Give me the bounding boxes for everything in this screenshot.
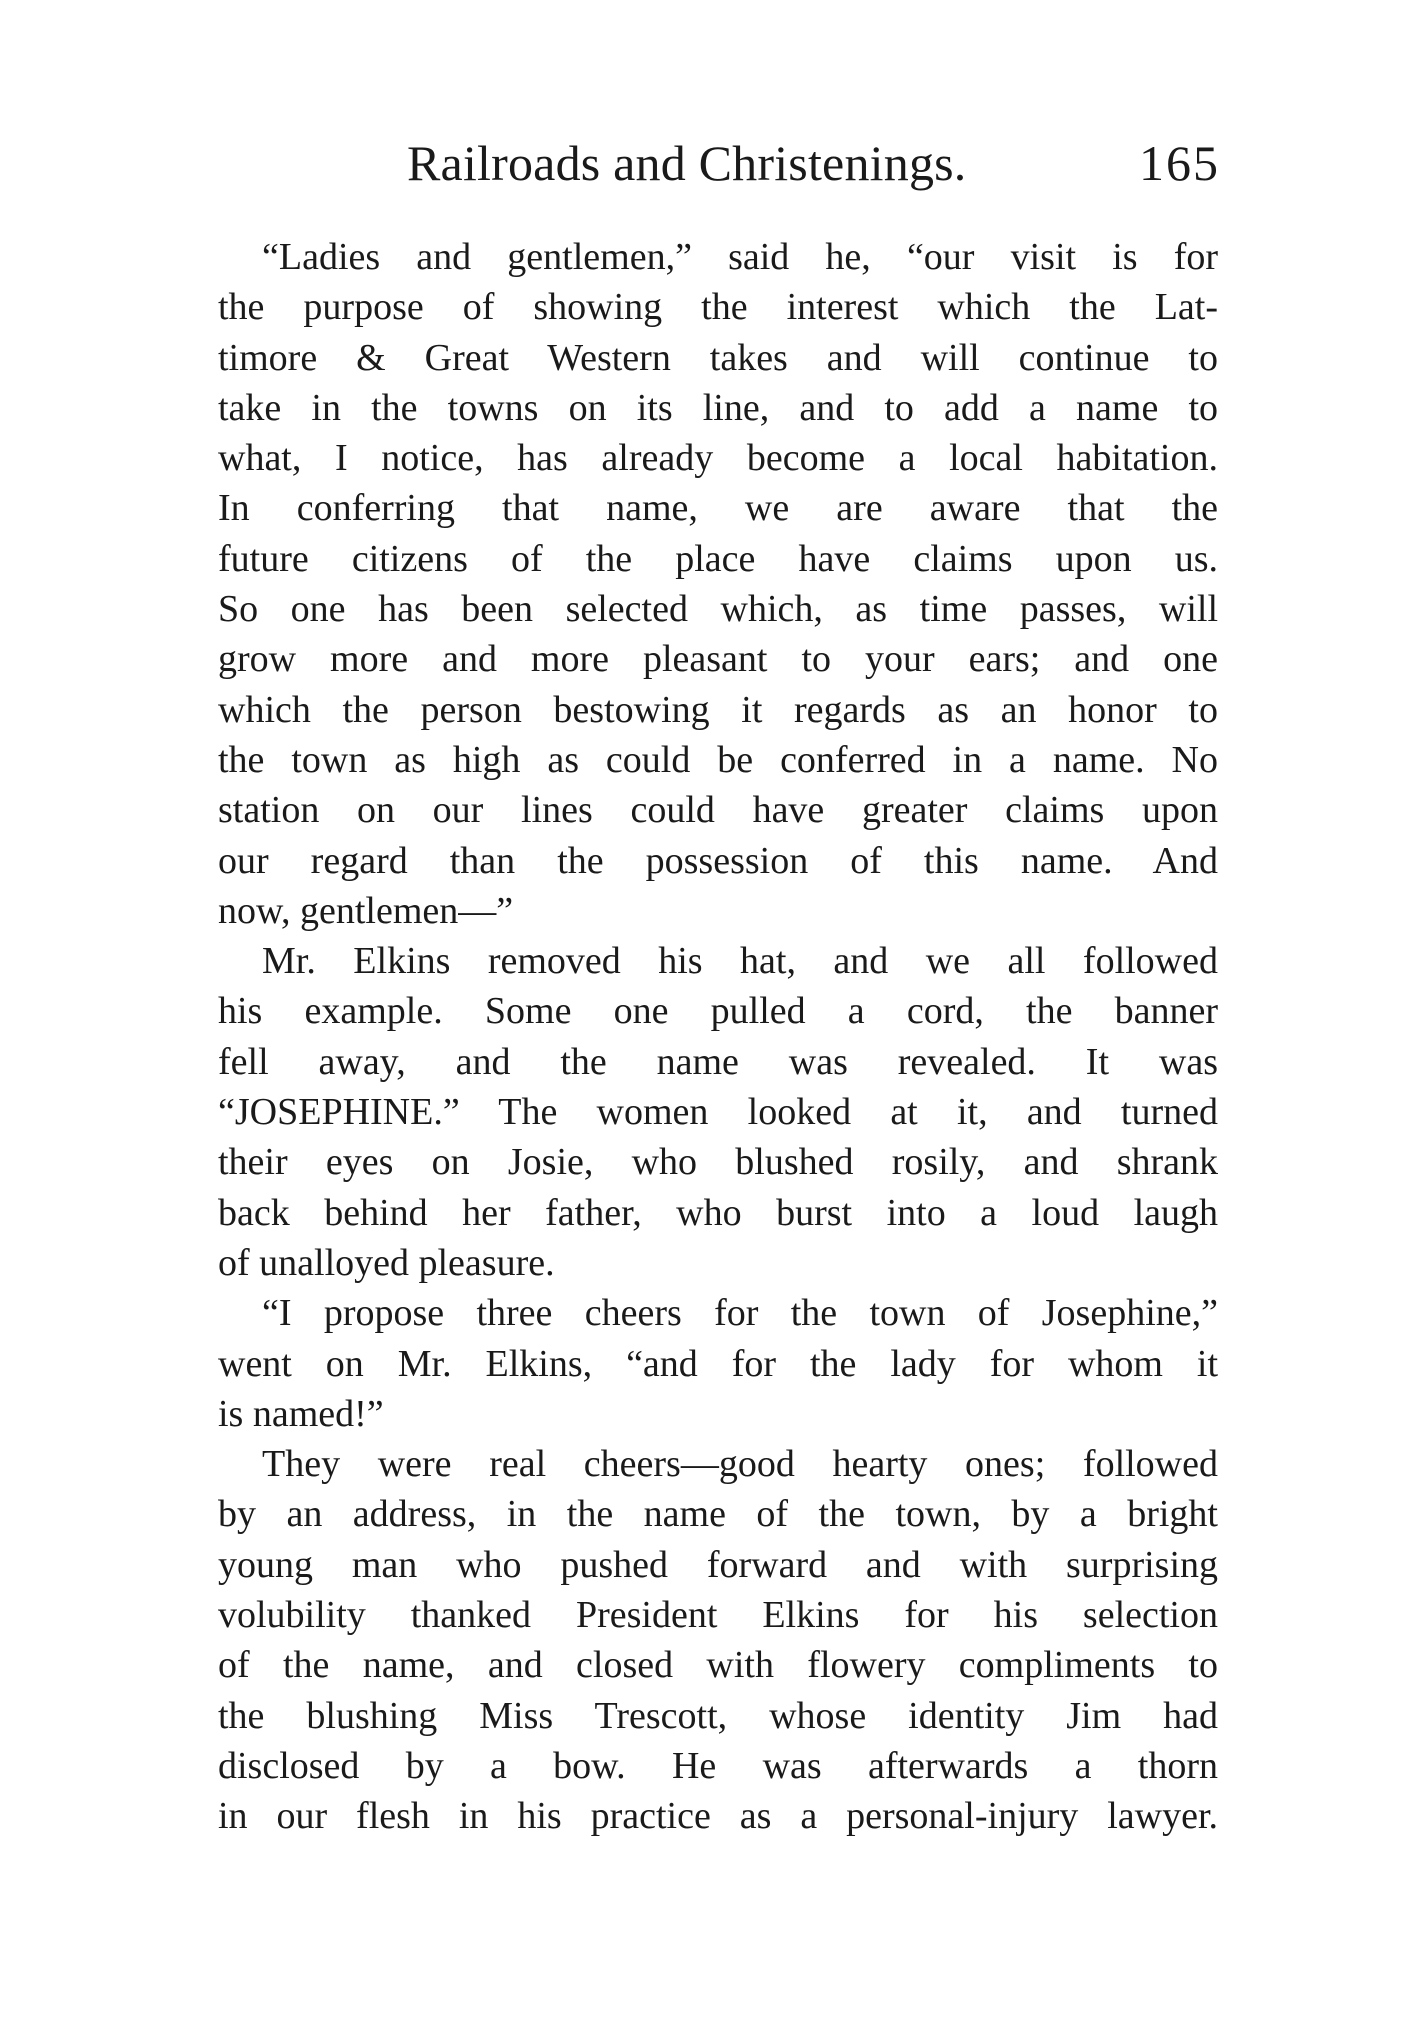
text-line: by an address, in the name of the town, by a bright <box>218 1493 1218 1536</box>
text-line: the purpose of showing the interest which the Lat- <box>218 286 1218 329</box>
text-line: of unalloyed pleasure. <box>218 1241 555 1284</box>
chapter-title: Railroads and Christenings. <box>407 135 967 191</box>
text-line: “Ladies and gentlemen,” said he, “our visit is for <box>262 236 1218 278</box>
text-line: “JOSEPHINE.” The women looked at it, and turned <box>218 1091 1218 1134</box>
text-line: station on our lines could have greater claims upon <box>218 789 1218 832</box>
text-line: timore & Great Western takes and will continue to <box>218 336 1218 379</box>
text-line: his example. Some one pulled a cord, the banner <box>218 990 1218 1033</box>
text-line: fell away, and the name was revealed. It was <box>218 1040 1218 1083</box>
text-line: “I propose three cheers for the town of Josephine,” <box>262 1292 1218 1335</box>
running-header <box>215 128 1220 198</box>
text-line: Mr. Elkins removed his hat, and we all followed <box>262 940 1218 983</box>
text-line: They were real cheers—good hearty ones; followed <box>262 1443 1218 1486</box>
text-line: what, I notice, has already become a local habitation. <box>218 437 1218 480</box>
text-line: went on Mr. Elkins, “and for the lady for whom it <box>218 1342 1218 1385</box>
text-line: which the person bestowing it regards as an honor to <box>218 688 1218 731</box>
text-line: their eyes on Josie, who blushed rosily, and shrank <box>218 1141 1218 1184</box>
text-line: volubility thanked President Elkins for his selection <box>218 1594 1218 1637</box>
page-number: 165 <box>1139 135 1220 191</box>
text-line: So one has been selected which, as time passes, will <box>218 588 1218 631</box>
body-text <box>218 232 1218 1842</box>
text-line: the blushing Miss Trescott, whose identity Jim had <box>218 1694 1218 1737</box>
text-line: grow more and more pleasant to your ears; and one <box>218 638 1218 681</box>
text-line: in our flesh in his practice as a personal-injury lawyer. <box>218 1795 1218 1838</box>
text-line: take in the towns on its line, and to add a name to <box>218 386 1218 429</box>
text-line: of the name, and closed with flowery compliments to <box>218 1644 1218 1687</box>
text-line: In conferring that name, we are aware that the <box>218 487 1218 530</box>
text-line: back behind her father, who burst into a loud laugh <box>218 1191 1218 1234</box>
text-line: young man who pushed forward and with surprising <box>218 1543 1218 1586</box>
text-line: now, gentlemen—” <box>218 889 514 932</box>
text-line: disclosed by a bow. He was afterwards a thorn <box>218 1744 1218 1787</box>
text-line: is named!” <box>218 1392 384 1435</box>
text-line: the town as high as could be conferred in a name. No <box>218 738 1218 781</box>
text-line: our regard than the possession of this name. And <box>218 839 1218 882</box>
text-line: future citizens of the place have claims upon us. <box>218 537 1218 580</box>
